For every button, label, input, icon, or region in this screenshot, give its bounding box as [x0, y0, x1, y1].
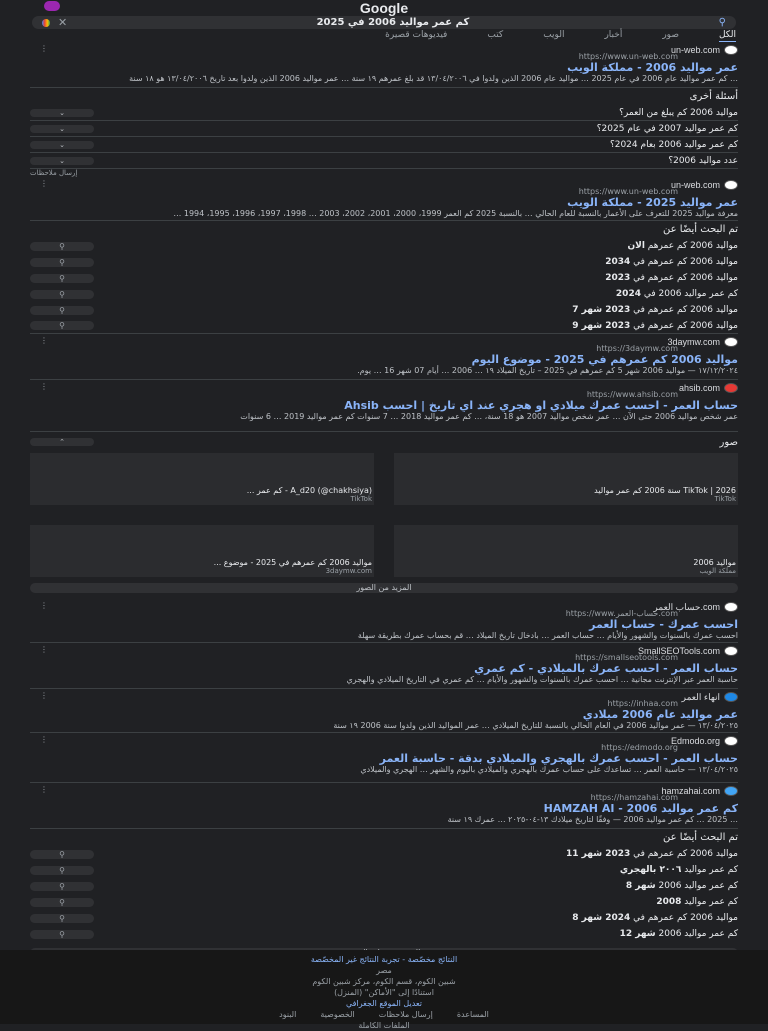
more-options-icon[interactable]: ⋮: [40, 336, 48, 345]
chevron-down-icon[interactable]: ⌄: [30, 157, 94, 165]
search-result: [30, 643, 738, 689]
result-title[interactable]: كم عمر مواليد 2006 - HAMZAH AI: [543, 802, 738, 815]
tab-images[interactable]: صور: [662, 30, 679, 40]
image-card[interactable]: TikTok | 2026 سنة 2006 كم عمر مواليد TikTok: [394, 453, 738, 505]
site-favicon: [724, 692, 738, 702]
search-result: [30, 380, 738, 432]
paa-item[interactable]: [30, 153, 738, 169]
site-url[interactable]: https://www.حساب-العمر.com: [565, 609, 678, 618]
site-favicon: [724, 337, 738, 347]
search-icon[interactable]: ⚲: [30, 306, 94, 315]
image-grid: [30, 453, 738, 577]
images-title: صور: [719, 436, 738, 448]
tab-books[interactable]: كتب: [487, 30, 504, 40]
search-icon[interactable]: ⚲: [30, 242, 94, 251]
site-favicon: [724, 180, 738, 190]
more-options-icon[interactable]: ⋮: [40, 735, 48, 744]
paa-question: كم عمر مواليد 2007 في عام 2025؟: [596, 123, 738, 134]
paa-question: كم عمر مواليد 2006 بعام 2024؟: [609, 139, 738, 150]
chevron-down-icon[interactable]: ⌄: [30, 141, 94, 149]
result-title[interactable]: عمر مواليد 2006 - مملكة الويب: [567, 61, 738, 74]
search-result: [30, 334, 738, 380]
more-images-button[interactable]: المزيد من الصور: [30, 583, 738, 593]
footer: [0, 950, 768, 1030]
search-icon[interactable]: ⚲: [30, 258, 94, 267]
search-result: [30, 783, 738, 829]
image-card[interactable]: مواليد 2006 مملكة الويب: [394, 525, 738, 577]
search-result: [30, 177, 738, 221]
site-favicon: [724, 383, 738, 393]
footer-location-source: استنادًا إلى "الأماكن" (المنزل): [334, 988, 434, 997]
more-options-icon[interactable]: ⋮: [40, 691, 48, 700]
related-search[interactable]: مواليد 2006 كم عمرهم في 2023 ⚲: [30, 270, 738, 286]
search-icon[interactable]: ⚲: [718, 17, 726, 28]
result-title[interactable]: حساب العمر - احسب عمرك ميلادي او هجري عند اي تاريخ | احسب Ahsib: [344, 399, 738, 412]
more-options-icon[interactable]: ⋮: [40, 179, 48, 188]
site-name: 3daymw.com: [667, 337, 720, 347]
search-result: [30, 689, 738, 733]
related-search[interactable]: كم عمر مواليد 2006 شهر 8 ⚲: [30, 878, 738, 894]
footer-location: شبين الكوم، قسم الكوم، مركز شبين الكوم: [312, 977, 456, 986]
google-logo[interactable]: Google: [359, 0, 409, 16]
result-snippet: … كم عمر مواليد عام 2006 في عام 2025 … مواليد عام 2006 الذين ولدوا في ١٣/٠٤/٢٠٠٦ قد بلغ عمرهم ١٩ سنة … عمر مواليد 2006 الذين ولدوا بعد تاريخ ١٣/٠٤/٢٠٠٦ هو ١٨ سنة: [129, 74, 738, 83]
more-options-icon[interactable]: ⋮: [40, 785, 48, 794]
site-name: Edmodo.org: [670, 736, 720, 746]
search-icon[interactable]: ⚲: [30, 882, 94, 891]
search-icon[interactable]: ⚲: [30, 914, 94, 923]
site-name: انهاء العمر: [681, 691, 720, 702]
result-snippet: حاسبة العمر عبر الإنترنت مجانية … احسب عمرك بالسنوات والشهور والأيام … كم عمري في التاريخ الميلادي والهجري: [346, 675, 738, 684]
result-snippet: ١٣/٠٤/٢٠٢٥ — عمر مواليد 2006 في العام الحالي بالنسبة للتاريخ الميلادي … عمر المواليد الذين ولدوا سنة 2006 ١٩ سنة: [333, 721, 738, 730]
result-snippet: … 2025 … كم عمر مواليد 2006 — وفقًا لتاريخ ميلادك ١٣-٠٤-٢٠٢٥ … عمرك ١٩ سنة: [447, 815, 738, 824]
result-snippet: ١٧/١٢/٢٠٢٤ — مواليد 2006 شهر 5 كم عمرهم في 2025 – تاريخ الميلاد ١٩ … 2006 … أيام 07 شهر 16 … يوم.: [357, 366, 738, 375]
site-name: ahsib.com: [678, 383, 720, 393]
site-url[interactable]: https://hamzahai.com: [590, 793, 678, 802]
result-title[interactable]: عمر مواليد 2025 - مملكة الويب: [567, 196, 738, 209]
site-favicon: [724, 736, 738, 746]
search-result: [30, 733, 738, 783]
site-favicon: [724, 786, 738, 796]
site-name: hamzahai.com: [661, 786, 720, 796]
result-snippet: معرفة مواليد 2025 للتعرف على الأعمار بالنسبة للعام الحالي … بالنسبة 2025 كم العمر 1999، 2000، 2001، 2002، 2003 … 1998، 1997، 1996، 1995، 1994 …: [173, 209, 738, 218]
paa-item[interactable]: [30, 137, 738, 153]
more-options-icon[interactable]: ⋮: [40, 382, 48, 391]
footer-link-privacy[interactable]: الخصوصية: [320, 1010, 355, 1019]
images-header: [30, 435, 738, 449]
top-bar: [0, 0, 768, 16]
related-searches-title: تم البحث أيضًا عن: [663, 832, 738, 843]
site-favicon: [724, 45, 738, 55]
result-title[interactable]: احسب عمرك - حساب العمر: [589, 618, 738, 631]
chevron-down-icon[interactable]: ⌄: [30, 125, 94, 133]
tab-news[interactable]: أخبار: [604, 30, 623, 40]
related-search[interactable]: كم عمر مواليد 2008 ⚲: [30, 894, 738, 910]
related-search[interactable]: مواليد 2006 كم عمرهم في 2023 شهر 11 ⚲: [30, 846, 738, 862]
chevron-up-icon[interactable]: ⌃: [30, 438, 94, 446]
tab-web[interactable]: الويب: [543, 30, 565, 40]
lens-icon[interactable]: [42, 19, 50, 27]
result-snippet: احسب عمرك بالسنوات والشهور والأيام … حساب العمر … بادخال تاريخ الميلاد … قم بحساب عمرك بطريقة سهلة: [357, 631, 738, 640]
paa-question: مواليد 2006 كم يبلغ من العمر؟: [619, 107, 738, 118]
site-url[interactable]: https://edmodo.org: [601, 743, 678, 752]
footer-extra: الملفات الكاملة: [358, 1021, 410, 1030]
related-search[interactable]: كم عمر مواليد ٢٠٠٦ بالهجري ⚲: [30, 862, 738, 878]
image-card[interactable]: مواليد 2006 كم عمرهم في 2025 - موضوع ... 3daymw.com: [30, 525, 374, 577]
site-favicon: [724, 602, 738, 612]
search-input[interactable]: كم عمر مواليد 2006 في 2025: [316, 17, 470, 28]
personalized-results-link[interactable]: النتائج مخصّصة - تجربة النتائج غير المخصّصة: [310, 955, 458, 964]
site-url[interactable]: https://www.ahsib.com: [586, 390, 678, 399]
result-title[interactable]: عمر مواليد عام 2006 ميلادي: [582, 708, 738, 721]
tabs: [40, 30, 736, 42]
more-options-icon[interactable]: ⋮: [40, 44, 48, 53]
paa-question: عدد مواليد 2006؟: [668, 155, 738, 166]
search-icon[interactable]: ⚲: [30, 930, 94, 939]
related-search[interactable]: مواليد 2006 كم عمرهم في 2024 شهر 8 ⚲: [30, 910, 738, 926]
paa-title: أسئلة أخرى: [689, 91, 738, 102]
search-icon[interactable]: ⚲: [30, 274, 94, 283]
site-url[interactable]: https://www.un-web.com: [578, 187, 678, 196]
search-icon[interactable]: ⚲: [30, 866, 94, 875]
result-title[interactable]: مواليد 2006 كم عمرهم في 2025 - موضوع اليوم: [471, 353, 738, 366]
site-url[interactable]: https://www.un-web.com: [578, 52, 678, 61]
avatar[interactable]: [44, 1, 60, 11]
related-search[interactable]: مواليد 2006 كم عمرهم الان ⚲: [30, 238, 738, 254]
site-url[interactable]: https://smallseotools.com: [575, 653, 678, 662]
result-snippet: ١٣/٠٤/٢٠٢٥ — حاسبة العمر … تساعدك على حساب عمرك بالهجري والميلادي باليوم والشهر … الهجري والميلادي: [360, 765, 738, 774]
site-name: حساب العمر.com: [653, 601, 720, 612]
more-options-icon[interactable]: ⋮: [40, 601, 48, 610]
tab-all[interactable]: الكل: [718, 30, 736, 40]
related-search[interactable]: مواليد 2006 كم عمرهم في 2034 ⚲: [30, 254, 738, 270]
search-result: [30, 599, 738, 643]
related-search[interactable]: كم عمر مواليد 2006 شهر 12 ⚲: [30, 926, 738, 942]
site-name: un-web.com: [670, 180, 720, 190]
footer-link-help[interactable]: المساعدة: [456, 1010, 489, 1019]
site-name: SmallSEOTools.com: [637, 646, 720, 656]
paa-item[interactable]: [30, 105, 738, 121]
result-snippet: عمر شخص مواليد 2006 حتى الآن … عمر شخص مواليد 2007 هو 18 سنة، … كم عمر مواليد 2018 … 7 سنوات كم عمر مواليد 2019 … 6 سنوات: [240, 412, 738, 421]
tab-short-videos[interactable]: فيديوهات قصيرة: [385, 30, 448, 40]
feedback-link[interactable]: إرسال ملاحظات: [30, 169, 78, 177]
update-location-link[interactable]: تعديل الموقع الجغرافي: [346, 999, 422, 1008]
related-searches-title: تم البحث أيضًا عن: [663, 224, 738, 235]
site-url[interactable]: https://inhaa.com: [607, 699, 678, 708]
search-bar[interactable]: [32, 16, 736, 29]
result-title[interactable]: حساب العمر - احسب عمرك بالهجري والميلادي بدقة - حاسبة العمر: [379, 752, 738, 765]
more-options-icon[interactable]: ⋮: [40, 645, 48, 654]
result-title[interactable]: حساب العمر - احسب عمرك بالميلادي - كم عمري: [474, 662, 738, 675]
site-favicon: [724, 646, 738, 656]
close-icon[interactable]: ✕: [58, 16, 68, 29]
image-card[interactable]: A_d20 (@chakhsiya) - كم عمر ... TikTok: [30, 453, 374, 505]
search-icon[interactable]: ⚲: [30, 290, 94, 299]
site-name: un-web.com: [670, 45, 720, 55]
paa-item[interactable]: [30, 121, 738, 137]
footer-link-terms[interactable]: البنود: [279, 1010, 297, 1019]
footer-links: [0, 1009, 768, 1020]
related-search[interactable]: مواليد 2006 كم عمرهم في 2023 شهر 7 ⚲: [30, 302, 738, 318]
results-column: [30, 42, 738, 964]
footer-country: مصر: [376, 966, 392, 975]
footer-link-feedback[interactable]: إرسال ملاحظات: [378, 1010, 433, 1019]
chevron-down-icon[interactable]: ⌄: [30, 109, 94, 117]
search-icon[interactable]: ⚲: [30, 321, 94, 330]
search-icon[interactable]: ⚲: [30, 898, 94, 907]
related-search[interactable]: مواليد 2006 كم عمرهم في 2023 شهر 9 ⚲: [30, 318, 738, 334]
search-icon[interactable]: ⚲: [30, 850, 94, 859]
search-result: [30, 42, 738, 88]
related-search[interactable]: كم عمر مواليد 2006 في 2024 ⚲: [30, 286, 738, 302]
site-url[interactable]: https://3daymw.com: [596, 344, 678, 353]
